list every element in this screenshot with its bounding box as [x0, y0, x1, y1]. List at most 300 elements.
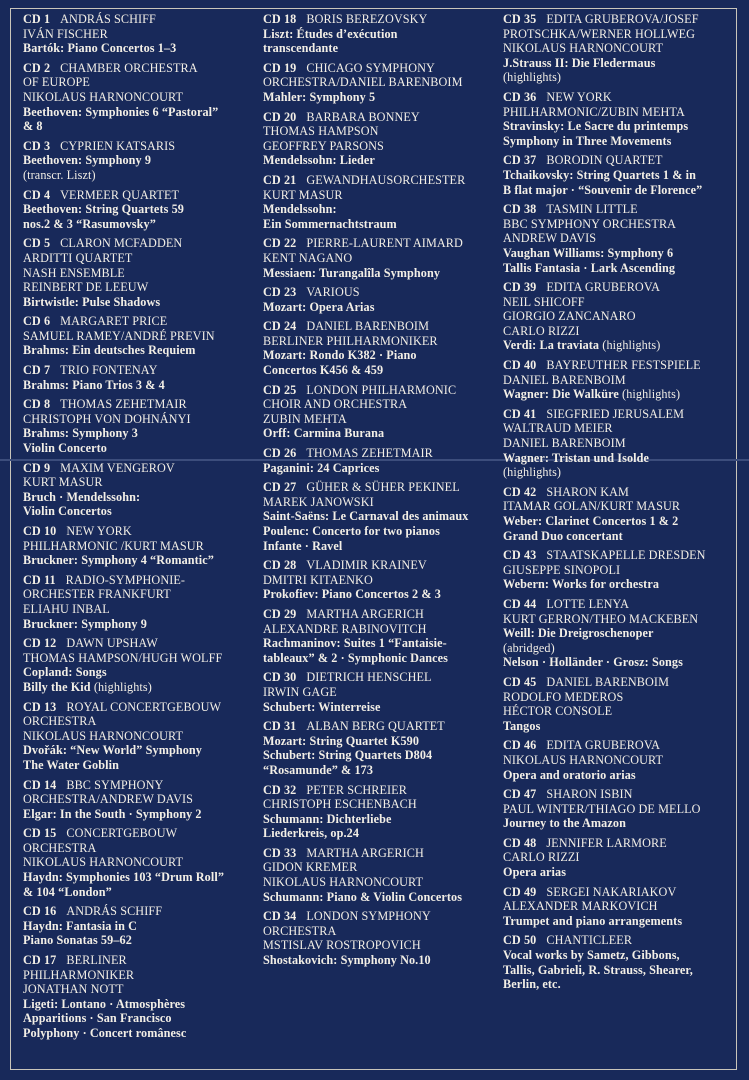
cd-header	[263, 480, 495, 495]
performer-line	[503, 309, 735, 324]
note-text: (highlights)	[503, 70, 562, 85]
work-line	[503, 451, 735, 466]
performer-name: CHOIR AND ORCHESTRA	[263, 397, 408, 412]
performer-name: CHANTICLEER	[546, 933, 633, 948]
cd-entry	[23, 188, 249, 232]
cd-number: CD 6	[23, 314, 51, 329]
performer-name: MARGARET PRICE	[60, 314, 168, 329]
note-text: (transcr. Liszt)	[23, 167, 96, 182]
performer-name: RADIO-SYMPHONIE-	[65, 572, 186, 587]
cd-number: CD 44	[503, 596, 537, 611]
cd-number: CD 13	[23, 699, 57, 714]
cd-header	[23, 12, 249, 27]
performer-line	[23, 982, 249, 997]
performer-name: ORCHESTRA	[23, 714, 97, 729]
performer-name: NEW YORK	[66, 524, 132, 538]
work-title: Orff: Carmina Burana	[263, 426, 385, 441]
cd-entry	[503, 280, 735, 353]
cd-number: CD 14	[23, 777, 57, 792]
performer-line	[503, 421, 735, 436]
performer-name: KURT MASUR	[263, 187, 343, 202]
work-title: “Rosamunde” & 173	[263, 762, 374, 777]
work-line	[23, 217, 249, 232]
work-title: Opera arias	[503, 865, 567, 880]
cd-entry	[23, 953, 249, 1041]
work-title: Liszt: Études d’exécution	[263, 26, 398, 41]
cd-number: CD 11	[23, 572, 56, 587]
work-line	[503, 977, 735, 992]
work-line	[503, 387, 735, 402]
cd-entry	[263, 173, 495, 231]
performer-line	[263, 622, 495, 637]
performer-name: NIKOLAUS HARNONCOURT	[23, 89, 184, 104]
work-line	[23, 1026, 249, 1041]
performer-name: ANDRÁS SCHIFF	[60, 12, 156, 26]
performer-line	[503, 41, 735, 56]
cd-entry	[503, 787, 735, 831]
performer-line	[263, 397, 495, 412]
cd-number: CD 25	[263, 382, 297, 397]
cd-header	[263, 846, 495, 861]
cd-number: CD 26	[263, 446, 297, 461]
work-line	[503, 168, 735, 183]
performer-line	[263, 251, 495, 266]
cd-header	[263, 783, 495, 798]
performer-name: OF EUROPE	[23, 75, 90, 90]
work-title: Rachmaninov: Suites 1 “Fantaisie-	[263, 636, 447, 651]
work-title: Bruckner: Symphony 9	[23, 616, 147, 631]
work-title: Mozart: Rondo K382 · Piano	[263, 348, 417, 363]
work-line	[23, 617, 249, 632]
performer-name: SAMUEL RAMEY/ANDRÉ PREVIN	[23, 328, 215, 343]
performer-name: MAXIM VENGEROV	[60, 460, 175, 475]
performer-name: GIDON KREMER	[263, 860, 358, 875]
performer-name: BBC SYMPHONY	[66, 777, 164, 792]
performer-name: PHILHARMONIC /KURT MASUR	[23, 538, 204, 553]
performer-line	[23, 729, 249, 744]
performer-line	[23, 251, 249, 266]
cd-entry	[263, 558, 495, 602]
note-line	[503, 641, 735, 656]
performer-name: ORCHESTRA	[23, 840, 97, 855]
cd-header	[263, 383, 495, 398]
cd-number: CD 41	[503, 406, 537, 421]
performer-name: JONATHAN NOTT	[23, 982, 124, 997]
cd-entry	[503, 12, 735, 85]
performer-name: BORODIN QUARTET	[546, 153, 663, 168]
work-title: Tchaikovsky: String Quartets 1 & in	[503, 167, 696, 182]
work-line	[263, 509, 495, 524]
work-title: Schubert: String Quartets D804	[263, 748, 433, 763]
performer-name: LONDON PHILHARMONIC	[306, 382, 457, 397]
performer-name: PHILHARMONIKER	[23, 967, 135, 982]
work-line	[263, 636, 495, 651]
cd-header	[503, 12, 735, 27]
work-line	[263, 587, 495, 602]
cd-entry	[503, 90, 735, 148]
performer-name: CLARON MCFADDEN	[60, 236, 183, 251]
performer-line	[503, 295, 735, 310]
cd-header	[23, 524, 249, 539]
performer-name: PAUL WINTER/THIAGO DE MELLO	[503, 801, 701, 816]
work-title: Bruckner: Symphony 4 “Romantic”	[23, 553, 215, 568]
work-line	[263, 890, 495, 905]
cd-number: CD 16	[23, 904, 57, 919]
work-title: Birtwistle: Pulse Shadows	[23, 294, 161, 309]
work-line	[263, 651, 495, 666]
cd-header	[23, 314, 249, 329]
work-title: Wagner: Tristan und Isolde	[503, 450, 650, 465]
work-title: Berlin, etc.	[503, 977, 561, 992]
cd-header	[263, 670, 495, 685]
work-title: Shostakovich: Symphony No.10	[263, 953, 431, 968]
performer-name: THOMAS ZEHETMAIR	[60, 397, 187, 412]
work-title: Nelson · Holländer · Grosz: Songs	[503, 655, 683, 670]
performer-name: ORCHESTRA	[263, 923, 337, 938]
column-2	[263, 12, 495, 973]
cd-number: CD 12	[23, 636, 57, 651]
work-line	[263, 539, 495, 554]
work-title: Brahms: Piano Trios 3 & 4	[23, 377, 165, 392]
cd-header	[503, 153, 735, 168]
work-line	[23, 807, 249, 822]
performer-name: DANIEL BARENBOIM	[503, 436, 626, 451]
performer-name: ORCHESTRA/ANDREW DAVIS	[23, 792, 194, 807]
cd-number: CD 9	[23, 460, 51, 475]
cd-entry	[23, 573, 249, 631]
note-line	[23, 168, 249, 183]
work-title: B flat major · “Souvenir de Florence”	[503, 182, 703, 197]
cd-header	[23, 636, 249, 651]
performer-line	[503, 802, 735, 817]
performer-name: ZUBIN MEHTA	[263, 411, 347, 426]
performer-name: EDITA GRUBEROVA	[546, 280, 661, 295]
cd-number: CD 35	[503, 12, 537, 26]
column-1	[23, 12, 249, 1046]
performer-name: MARTHA ARGERICH	[306, 845, 424, 860]
performer-name: DANIEL BARENBOIM	[503, 372, 626, 387]
cd-header	[263, 446, 495, 461]
note-text: (highlights)	[599, 338, 661, 353]
performer-name: CYPRIEN KATSARIS	[60, 138, 176, 153]
performer-line	[23, 539, 249, 554]
cd-header	[23, 139, 249, 154]
work-title: Prokofiev: Piano Concertos 2 & 3	[263, 587, 441, 602]
note-text: (abridged)	[503, 640, 555, 655]
work-title: tableaux” & 2 · Symphonic Dances	[263, 650, 449, 665]
performer-line	[263, 188, 495, 203]
cd-header	[23, 778, 249, 793]
performer-name: SHARON KAM	[546, 484, 629, 499]
performer-name: ALEXANDRE RABINOVITCH	[263, 621, 427, 636]
performer-name: GEWANDHAUSORCHESTER	[306, 172, 466, 187]
cd-number: CD 46	[503, 738, 537, 753]
cd-entry	[263, 110, 495, 168]
work-title: transcendante	[263, 41, 339, 56]
cd-number: CD 23	[263, 285, 297, 300]
work-title: Schumann: Dichterliebe	[263, 811, 392, 826]
work-line	[503, 134, 735, 149]
work-title: Haydn: Symphonies 103 “Drum Roll”	[23, 870, 225, 885]
cd-header	[263, 236, 495, 251]
performer-line	[503, 217, 735, 232]
performer-line	[503, 324, 735, 339]
cd-entry	[23, 397, 249, 455]
cd-entry	[503, 407, 735, 480]
cd-entry	[23, 778, 249, 822]
performer-name: NIKOLAUS HARNONCOURT	[503, 752, 664, 767]
work-line	[23, 997, 249, 1012]
performer-name: PROTSCHKA/WERNER HOLLWEG	[503, 26, 696, 41]
cd-number: CD 29	[263, 606, 297, 621]
performer-name: ORCHESTRA/DANIEL BARENBOIM	[263, 75, 463, 90]
work-line	[263, 348, 495, 363]
performer-name: BARBARA BONNEY	[306, 109, 420, 124]
work-title: & 104 “London”	[23, 884, 112, 899]
note-text: (highlights)	[503, 465, 562, 480]
column-3	[503, 12, 735, 997]
cd-entry	[23, 139, 249, 183]
performer-name: TASMIN LITTLE	[546, 202, 638, 217]
performer-line	[503, 436, 735, 451]
cd-entry	[23, 524, 249, 568]
performer-name: ANDREW DAVIS	[503, 231, 597, 246]
work-line	[263, 524, 495, 539]
cd-entry	[263, 480, 495, 553]
work-line	[263, 700, 495, 715]
work-title: Ligeti: Lontano · Atmosphères	[23, 996, 186, 1011]
work-title: Bartók: Piano Concertos 1–3	[23, 41, 177, 56]
performer-line	[263, 412, 495, 427]
performer-name: THOMAS HAMPSON	[263, 124, 379, 139]
work-line	[503, 948, 735, 963]
performer-name: HÉCTOR CONSOLE	[503, 704, 613, 719]
cd-entry	[503, 933, 735, 991]
cd-header	[23, 904, 249, 919]
performer-name: EDITA GRUBEROVA/JOSEF	[546, 12, 699, 26]
cd-header	[23, 953, 249, 968]
work-line	[263, 826, 495, 841]
performer-line	[263, 938, 495, 953]
cd-number: CD 32	[263, 782, 297, 797]
cd-header	[263, 319, 495, 334]
cd-number: CD 36	[503, 89, 537, 104]
performer-name: DANIEL BARENBOIM	[546, 674, 670, 689]
work-title: J.Strauss II: Die Fledermaus	[503, 55, 656, 70]
cd-entry	[503, 738, 735, 782]
work-line	[503, 626, 735, 641]
performer-line	[503, 231, 735, 246]
performer-line	[23, 475, 249, 490]
performer-name: NIKOLAUS HARNONCOURT	[23, 855, 184, 870]
work-line	[23, 105, 249, 120]
cd-header	[503, 885, 735, 900]
cd-header	[503, 548, 735, 563]
work-title: Concertos K456 & 459	[263, 363, 384, 378]
work-title: Verdi: La traviata	[503, 338, 600, 353]
performer-name: CHRISTOPH ESCHENBACH	[263, 797, 417, 812]
performer-name: THOMAS HAMPSON/HUGH WOLFF	[23, 650, 223, 665]
performer-name: SIEGFRIED JERUSALEM	[546, 406, 685, 421]
work-line	[263, 363, 495, 378]
performer-line	[263, 875, 495, 890]
work-line	[503, 56, 735, 71]
work-title: Bruch · Mendelssohn:	[23, 489, 141, 504]
performer-name: BERLINER PHILHARMONIKER	[263, 333, 438, 348]
performer-name: ORCHESTER FRANKFURT	[23, 587, 171, 602]
cd-entry	[23, 461, 249, 519]
work-line	[23, 919, 249, 934]
work-line	[503, 865, 735, 880]
performer-line	[263, 797, 495, 812]
cd-header	[263, 909, 495, 924]
work-title: Copland: Songs	[23, 665, 107, 680]
performer-name: GIORGIO ZANCANARO	[503, 309, 636, 324]
performer-line	[263, 75, 495, 90]
cd-number: CD 17	[23, 953, 57, 968]
performer-line	[23, 855, 249, 870]
note-line	[503, 70, 735, 85]
cd-entry	[23, 12, 249, 56]
work-line	[23, 933, 249, 948]
performer-name: CARLO RIZZI	[503, 323, 580, 338]
cd-entry	[23, 314, 249, 358]
work-line	[23, 553, 249, 568]
cd-header	[503, 836, 735, 851]
cd-header	[23, 236, 249, 251]
work-line	[263, 27, 495, 42]
work-title: Mozart: String Quartet K590	[263, 733, 420, 748]
performer-name: VARIOUS	[306, 285, 360, 300]
cd-header	[263, 12, 495, 27]
work-title: Webern: Works for orchestra	[503, 577, 660, 592]
performer-line	[503, 612, 735, 627]
work-title: Brahms: Ein deutsches Requiem	[23, 343, 196, 358]
cd-header	[503, 738, 735, 753]
performer-name: ALEXANDER MARKOVICH	[503, 899, 658, 914]
cd-header	[503, 933, 735, 948]
performer-name: SERGEI NAKARIAKOV	[546, 884, 677, 899]
performer-line	[23, 968, 249, 983]
performer-name: IRWIN GAGE	[263, 684, 337, 699]
performer-name: LOTTE LENYA	[546, 596, 630, 611]
performer-line	[23, 587, 249, 602]
cd-header	[23, 700, 249, 715]
work-line	[23, 1011, 249, 1026]
cd-number: CD 1	[23, 12, 51, 26]
performer-name: CHICAGO SYMPHONY	[306, 60, 435, 75]
cd-header	[23, 826, 249, 841]
work-line	[23, 378, 249, 393]
cd-number: CD 38	[503, 202, 537, 217]
cd-entry	[23, 236, 249, 309]
cd-entry	[23, 904, 249, 948]
performer-line	[263, 860, 495, 875]
performer-name: BERLINER	[66, 953, 127, 968]
cd-entry	[23, 636, 249, 694]
work-line	[23, 295, 249, 310]
performer-line	[503, 373, 735, 388]
performer-name: EDITA GRUBEROVA	[546, 738, 661, 753]
work-title: Paganini: 24 Caprices	[263, 460, 380, 475]
performer-line	[503, 704, 735, 719]
performer-line	[263, 573, 495, 588]
performer-name: TRIO FONTENAY	[60, 363, 158, 378]
cd-entry	[503, 885, 735, 929]
work-line	[23, 665, 249, 680]
performer-name: GÜHER & SÜHER PEKINEL	[306, 480, 460, 495]
performer-line	[503, 753, 735, 768]
performer-name: DIETRICH HENSCHEL	[306, 670, 432, 685]
work-line	[503, 246, 735, 261]
work-title: Mozart: Opera Arias	[263, 299, 375, 314]
work-line	[503, 514, 735, 529]
work-line	[23, 504, 249, 519]
cd-number: CD 19	[263, 60, 297, 75]
cd-entry	[263, 607, 495, 665]
performer-line	[503, 499, 735, 514]
work-line	[503, 914, 735, 929]
work-title: Billy the Kid	[23, 679, 91, 694]
work-title: Brahms: Symphony 3	[23, 426, 138, 441]
cd-number: CD 30	[263, 670, 297, 685]
cd-header	[23, 363, 249, 378]
cd-number: CD 27	[263, 480, 297, 495]
performer-name: DAWN UPSHAW	[66, 636, 158, 651]
cd-number: CD 34	[263, 909, 297, 924]
work-title: Beethoven: Symphony 9	[23, 153, 152, 168]
performer-name: DMITRI KITAENKO	[263, 572, 373, 587]
performer-line	[23, 75, 249, 90]
work-line	[23, 743, 249, 758]
cd-header	[263, 285, 495, 300]
work-line	[503, 963, 735, 978]
performer-name: ARDITTI QUARTET	[23, 250, 133, 265]
performer-name: MSTISLAV ROSTROPOVICH	[263, 938, 421, 953]
cd-number: CD 2	[23, 60, 51, 75]
cd-header	[503, 485, 735, 500]
cd-entry	[503, 675, 735, 733]
work-title: Trumpet and piano arrangements	[503, 913, 683, 928]
cd-header	[23, 188, 249, 203]
work-title: Vocal works by Sametz, Gibbons,	[503, 948, 680, 963]
work-title: Beethoven: Symphonies 6 “Pastoral”	[23, 104, 219, 119]
work-line	[503, 261, 735, 276]
performer-line	[23, 280, 249, 295]
work-title: Symphony in Three Movements	[503, 133, 672, 148]
cd-number: CD 48	[503, 835, 537, 850]
performer-name: VERMEER QUARTET	[60, 187, 180, 202]
work-title: Mendelssohn:	[263, 202, 337, 217]
work-title: Messiaen: Turangalîla Symphony	[263, 265, 441, 280]
cd-header	[263, 607, 495, 622]
work-title: Schumann: Piano & Violin Concertos	[263, 889, 463, 904]
cd-entry	[263, 61, 495, 105]
work-title: nos.2 & 3 “Rasumovsky”	[23, 216, 156, 231]
performer-name: CHAMBER ORCHESTRA	[60, 60, 198, 75]
performer-name: BAYREUTHER FESTSPIELE	[546, 358, 701, 373]
performer-line	[503, 105, 735, 120]
performer-name: NEIL SHICOFF	[503, 294, 585, 309]
cd-number: CD 42	[503, 484, 537, 499]
work-title: The Water Goblin	[23, 757, 119, 772]
work-title: Piano Sonatas 59–62	[23, 933, 132, 948]
performer-name: KURT GERRON/THEO MACKEBEN	[503, 611, 699, 626]
work-line	[263, 266, 495, 281]
performer-line	[23, 266, 249, 281]
performer-name: CARLO RIZZI	[503, 850, 580, 865]
performer-name: ALBAN BERG QUARTET	[306, 719, 445, 734]
